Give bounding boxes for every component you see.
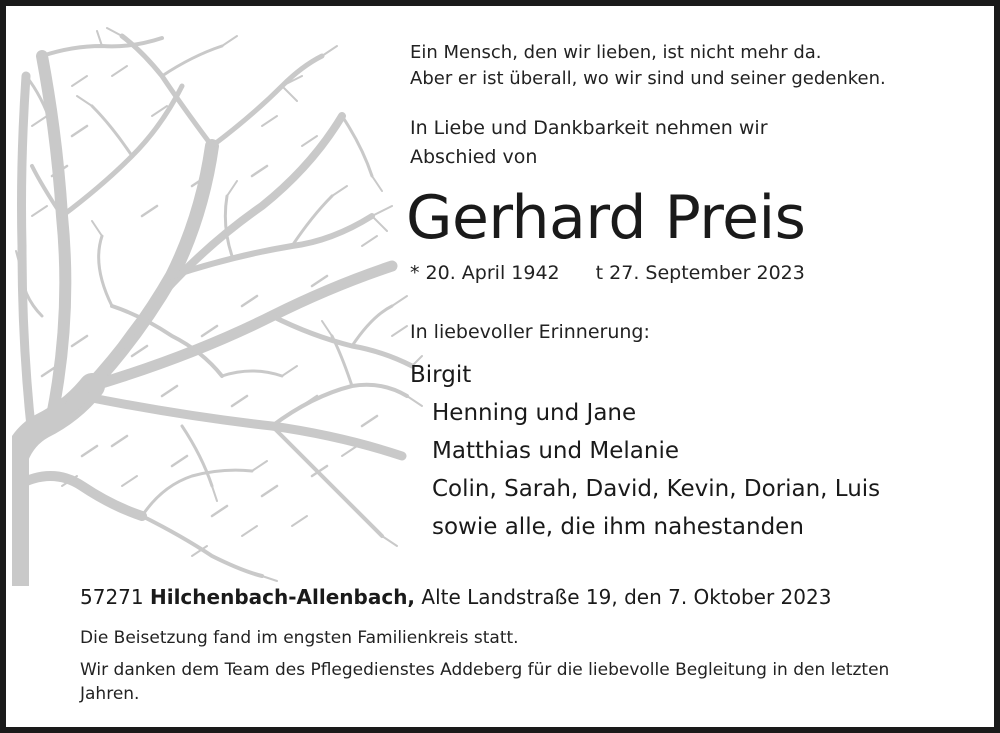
postcode: 57271	[80, 585, 144, 609]
tree-silhouette-icon	[12, 16, 432, 586]
address-rest: Alte Landstraße 19, den 7. Oktober 2023	[421, 585, 832, 609]
farewell-line-2: Abschied von	[410, 146, 538, 168]
death-date: t 27. September 2023	[595, 262, 805, 284]
birth-date: * 20. April 1942	[410, 262, 560, 284]
memory-heading: In liebevoller Erinnerung:	[410, 321, 650, 343]
deceased-name: Gerhard Preis	[406, 183, 806, 253]
mourner-line: sowie alle, die ihm nahestanden	[432, 514, 804, 540]
mourner-line: Birgit	[410, 362, 472, 388]
life-dates	[410, 259, 805, 287]
mourner-line: Matthias und Melanie	[432, 438, 679, 464]
quote-line-2: Aber er ist überall, wo wir sind und seiner gedenken.	[410, 68, 886, 89]
quote-line-1: Ein Mensch, den wir lieben, ist nicht mehr da.	[410, 42, 822, 63]
burial-note: Die Beisetzung fand im engsten Familienkreis statt.	[80, 628, 519, 648]
city: Hilchenbach-Allenbach,	[149, 585, 416, 609]
farewell-text	[410, 114, 768, 172]
thanks-note: Wir danken dem Team des Pflegedienstes Addeberg für die liebevolle Begleitung in den letzten Jahren.	[80, 660, 890, 704]
mourner-line: Henning und Jane	[432, 400, 637, 426]
address-line	[80, 582, 831, 612]
farewell-line-1: In Liebe und Dankbarkeit nehmen wir	[410, 117, 768, 139]
mourner-line: Colin, Sarah, David, Kevin, Dorian, Luis	[432, 476, 881, 502]
quote	[410, 40, 886, 92]
